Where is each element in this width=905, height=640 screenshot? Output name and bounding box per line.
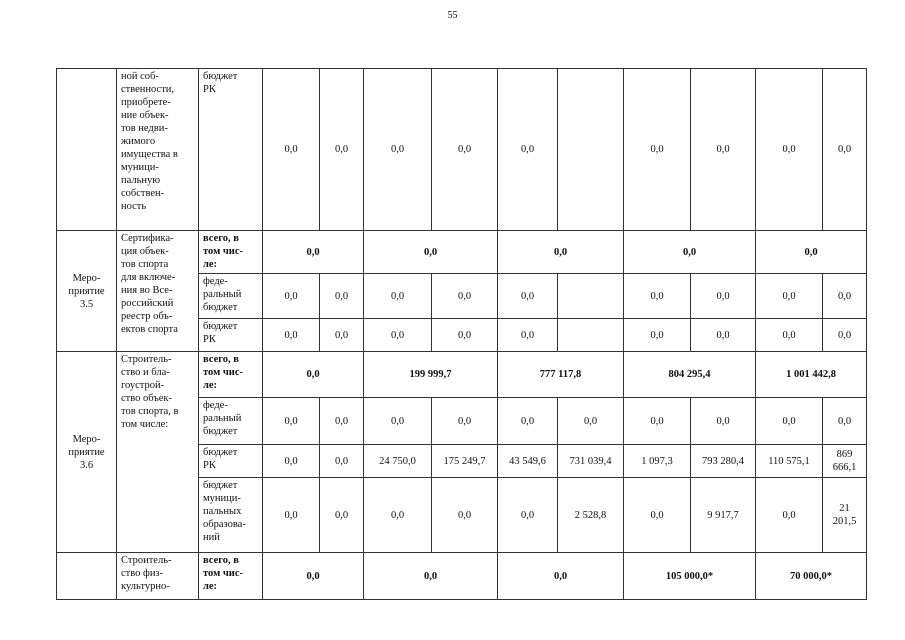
value-cell: 869 666,1 — [823, 445, 867, 478]
value-cell: 0,0 — [624, 69, 691, 231]
total-row — [57, 352, 867, 398]
description-cell: Строитель- ство физ- культурно- — [117, 553, 199, 600]
value-cell: 0,0 — [320, 69, 364, 231]
total-label-cell: всего, в том чис- ле: — [199, 553, 263, 600]
event-cell — [57, 553, 117, 600]
value-cell: 0,0 — [263, 319, 320, 352]
value-cell: 0,0 — [756, 319, 823, 352]
value-cell: 110 575,1 — [756, 445, 823, 478]
value-cell: 0,0 — [364, 69, 432, 231]
total-value-cell: 0,0 — [263, 231, 364, 274]
value-cell: 0,0 — [756, 478, 823, 553]
value-cell — [558, 319, 624, 352]
budget-source-cell: бюджет муници- пальных образова- ний — [199, 478, 263, 553]
value-cell: 0,0 — [823, 319, 867, 352]
value-cell: 9 917,7 — [691, 478, 756, 553]
event-cell: Меро- приятие 3.5 — [57, 231, 117, 352]
value-cell: 0,0 — [691, 398, 756, 445]
value-cell: 0,0 — [432, 274, 498, 319]
value-cell: 0,0 — [498, 274, 558, 319]
value-cell: 0,0 — [364, 274, 432, 319]
total-value-cell: 0,0 — [263, 352, 364, 398]
value-cell: 0,0 — [263, 398, 320, 445]
value-cell: 0,0 — [498, 398, 558, 445]
value-cell: 0,0 — [498, 478, 558, 553]
value-cell: 1 097,3 — [624, 445, 691, 478]
budget-source-cell: бюджет РК — [199, 319, 263, 352]
total-value-cell: 0,0 — [498, 553, 624, 600]
value-cell: 0,0 — [432, 319, 498, 352]
total-value-cell: 777 117,8 — [498, 352, 624, 398]
total-value-cell: 0,0 — [364, 231, 498, 274]
total-row — [57, 231, 867, 274]
value-cell: 731 039,4 — [558, 445, 624, 478]
event-cell — [57, 69, 117, 231]
value-cell: 0,0 — [691, 274, 756, 319]
total-value-cell: 804 295,4 — [624, 352, 756, 398]
value-cell: 43 549,6 — [498, 445, 558, 478]
total-value-cell: 0,0 — [263, 553, 364, 600]
value-cell: 0,0 — [558, 398, 624, 445]
value-cell: 0,0 — [263, 478, 320, 553]
total-value-cell: 0,0 — [364, 553, 498, 600]
value-cell: 0,0 — [823, 69, 867, 231]
value-cell: 793 280,4 — [691, 445, 756, 478]
value-cell: 0,0 — [823, 398, 867, 445]
description-cell: Сертифика- ция объек- тов спорта для включе- ния во Все- российский реестр объ- ектов спорта — [117, 231, 199, 352]
value-cell — [558, 69, 624, 231]
value-cell: 0,0 — [320, 398, 364, 445]
value-cell: 0,0 — [756, 274, 823, 319]
value-cell: 0,0 — [263, 69, 320, 231]
value-cell: 175 249,7 — [432, 445, 498, 478]
event-cell: Меро- приятие 3.6 — [57, 352, 117, 553]
value-cell: 0,0 — [432, 478, 498, 553]
value-cell: 0,0 — [320, 319, 364, 352]
value-cell: 0,0 — [364, 478, 432, 553]
budget-source-cell: феде- ральный бюджет — [199, 398, 263, 445]
value-cell: 0,0 — [263, 274, 320, 319]
value-cell: 0,0 — [624, 274, 691, 319]
total-value-cell: 0,0 — [498, 231, 624, 274]
total-value-cell: 1 001 442,8 — [756, 352, 867, 398]
value-cell: 0,0 — [691, 319, 756, 352]
value-cell: 0,0 — [320, 274, 364, 319]
value-cell: 0,0 — [498, 69, 558, 231]
value-cell: 0,0 — [624, 319, 691, 352]
value-cell: 0,0 — [624, 398, 691, 445]
value-cell — [558, 274, 624, 319]
budget-source-cell: феде- ральный бюджет — [199, 274, 263, 319]
value-cell: 0,0 — [263, 445, 320, 478]
value-cell: 0,0 — [498, 319, 558, 352]
value-cell: 0,0 — [756, 69, 823, 231]
budget-line-row — [57, 69, 867, 231]
budget-table — [56, 68, 867, 600]
budget-source-cell: бюджет РК — [199, 69, 263, 231]
value-cell: 0,0 — [364, 398, 432, 445]
total-value-cell: 199 999,7 — [364, 352, 498, 398]
value-cell: 0,0 — [320, 445, 364, 478]
value-cell: 0,0 — [432, 398, 498, 445]
page-number: 55 — [447, 10, 458, 21]
value-cell: 0,0 — [432, 69, 498, 231]
value-cell: 24 750,0 — [364, 445, 432, 478]
total-value-cell: 105 000,0* — [624, 553, 756, 600]
value-cell: 0,0 — [320, 478, 364, 553]
value-cell: 0,0 — [691, 69, 756, 231]
value-cell: 2 528,8 — [558, 478, 624, 553]
total-row — [57, 553, 867, 600]
description-cell: Строитель- ство и бла- гоустрой- ство объек- тов спорта, в том числе: — [117, 352, 199, 553]
total-value-cell: 0,0 — [624, 231, 756, 274]
value-cell: 0,0 — [823, 274, 867, 319]
value-cell: 0,0 — [364, 319, 432, 352]
value-cell: 0,0 — [756, 398, 823, 445]
value-cell: 0,0 — [624, 478, 691, 553]
total-value-cell: 70 000,0* — [756, 553, 867, 600]
total-label-cell: всего, в том чис- ле: — [199, 231, 263, 274]
description-cell: ной соб- ственности, приобрете- ние объек- тов недви- жимого имущества в муници- пальную собствен- ность — [117, 69, 199, 231]
total-label-cell: всего, в том чис- ле: — [199, 352, 263, 398]
budget-source-cell: бюджет РК — [199, 445, 263, 478]
value-cell: 21 201,5 — [823, 478, 867, 553]
total-value-cell: 0,0 — [756, 231, 867, 274]
